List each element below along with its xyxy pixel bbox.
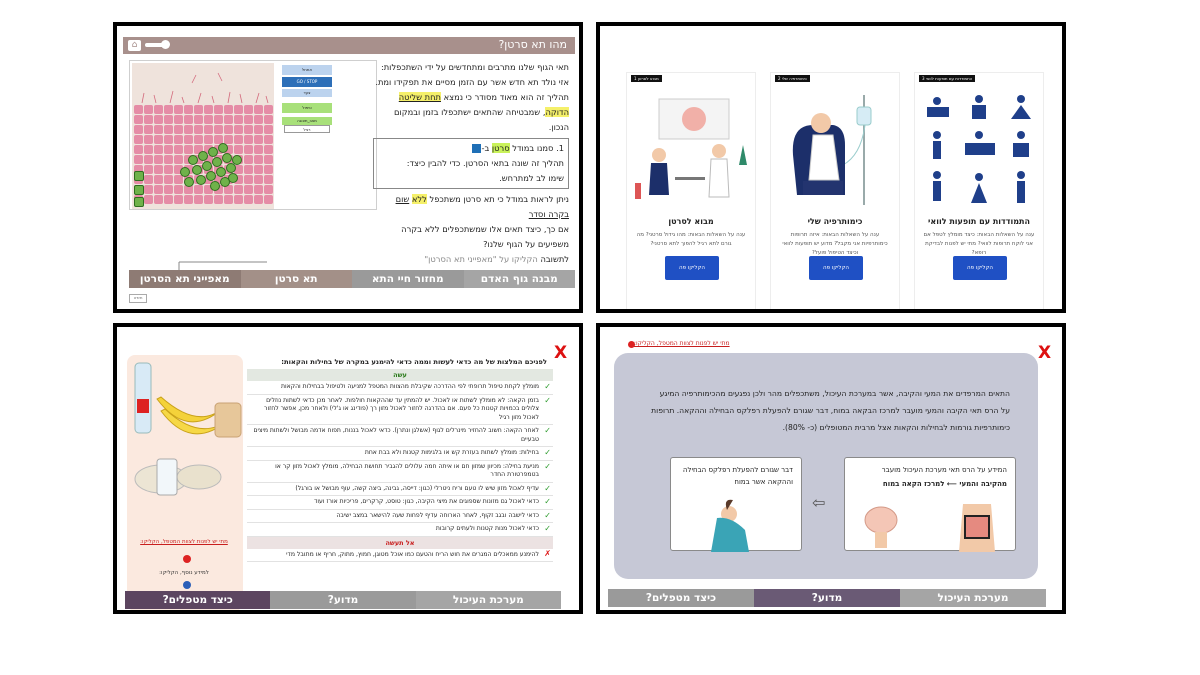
list-item: ✓ בחילות: מומלץ לשתות בעזרת קש או בלגימות קטנות ולא בבת אחת: [247, 447, 553, 461]
card-intro-to-cancer: [626, 72, 756, 313]
card-description: ענה על השאלות הבאות: איזה תרופות כימותרפיות אני מקבל? מדוע יש תופעות לוואי וכיצד הטיפול פועל?: [782, 232, 888, 256]
explanation-paragraph: התאים המרפדים את המעי והקיבה, אשר במערכת העיכול, משתכפלים מהר ולכן נפגעים מהכימותרפיה המיגע על הרס תאי הקיבה והמעי מועבר למרכז הבקאה במוח, דבר שגורם להפעלת רפלקס הבחילה וההקאה. תרופות כימותרפיות גורמות לבחילות והקאות אצל מרבית המטופלים (כ- 80%).: [651, 389, 1010, 432]
observation-text: ניתן לראות במודל כי תא סרטן משתכפל ללא שום בקרה וסדר: [395, 194, 569, 219]
card-open-button[interactable]: הקליקו פה: [809, 256, 863, 280]
treatment-tabs: [125, 591, 561, 609]
nauseous-person-illustration: [671, 458, 803, 552]
intro-paragraph-2: תהליך זה הוא מאוד מסודר כי נמצא תחת שליטה הדוקה, שמבטיחה שהתאים ישתכפלו בזמן ובמקום הנכון.: [393, 92, 569, 132]
tab-digestive-system[interactable]: מערכת העיכול: [900, 589, 1046, 607]
tab-how-treated[interactable]: כיצד מטפלים?: [125, 591, 270, 609]
answer-hint: לתשובה הקליקו על "מאפייני תא הסרטן": [424, 254, 569, 264]
display-mode-select[interactable]: רגיל: [284, 125, 330, 133]
title-bar: [123, 37, 575, 54]
tab-how-treated[interactable]: כיצד מטפלים?: [608, 589, 754, 607]
tips-heading: לפניכם המלצות של מה כדאי לעשות וממה כדאי להימנע במקרה של בחילות והקאות:: [281, 358, 547, 366]
step-button[interactable]: צעד: [282, 89, 332, 97]
task-line-3: שימו לב למתרחש.: [499, 173, 564, 183]
panel-module-cards: [596, 22, 1066, 313]
check-icon: ✓: [544, 448, 551, 457]
panel-nausea-tips: [113, 323, 583, 614]
lesson-tabs: [129, 270, 575, 288]
display-mode-label: מצב_תצוגה: [282, 117, 332, 125]
card-tag: מבוא לסרטן 1: [631, 75, 662, 82]
close-icon[interactable]: X: [1038, 343, 1052, 363]
flow-arrow-icon: ⇦: [812, 493, 826, 512]
cell-simulation[interactable]: [129, 60, 377, 210]
check-icon: ✓: [544, 524, 551, 533]
question-text: אם כך, כיצד תאים אלו שמשתכפלים ללא בקרה משפיעים על הגוף שלנו?: [401, 224, 569, 249]
chemo-patient-illustration: [773, 85, 898, 215]
tips-list: [247, 369, 553, 562]
check-icon: ✓: [544, 426, 551, 435]
card-title: כימותרפיה שלי: [807, 217, 863, 226]
card-title: התמודדות עם תופעות לוואי: [928, 217, 1030, 226]
do-section-title: עשה: [247, 369, 553, 381]
check-icon: ✓: [544, 510, 551, 520]
tab-cancer-cell-features[interactable]: מאפייני תא הסרטן: [129, 270, 241, 288]
list-item: ✓ כדאי לאכול גם מזונות שספוגים את מיצי הקיבה, כגון: טוסט, קרקרים, פריכיות אורז ועוד: [247, 496, 553, 510]
lesson-text: [373, 60, 569, 267]
treatment-tabs: [608, 589, 1046, 607]
intro-paragraph-1: תאי הגוף שלנו מתרבים ומתחדשים על ידי השתכפלות: אזי נולד תא חדש אשר עם הזמן מסיים את תפקידו ומת.: [375, 62, 569, 87]
card-tag: כימותרפיה שלי 2: [775, 75, 810, 82]
panel-nausea-why: [596, 323, 1066, 614]
task-instruction: 1. סמנו במודל סרטן ב-: [378, 141, 564, 156]
info-dot-icon[interactable]: [183, 581, 191, 589]
card-title: מבוא לסרטן: [668, 217, 714, 226]
dont-section-title: אל תעשה: [247, 537, 553, 549]
info-box-reflex-text: דבר שגורם להפעלת רפלקס הבחילה וההקאה אשר במוח: [682, 466, 793, 486]
info-box-digestive: [844, 457, 1016, 551]
contact-care-link[interactable]: מתי יש לפנות לצוות המטפל, הקליקו:: [634, 340, 730, 347]
food-illustration-panel: [127, 355, 243, 611]
list-item: ✓ כדאי לישבה ובגב זקוף, לאחר הארוחה עדיף לפחות שעה להישאר במצב ישיבה: [247, 510, 553, 524]
task-box: [373, 138, 569, 189]
list-item: ✓ בזמן הקאה: לא מומלץ לשתות או לאכול. יש להמתין עד שההקאות חולפות. לאחר מכן כדאי לשתות נוזלים צלולים בכמויות קטנות כל פעם. אם בהדרגה לחזור לאכול מזון רך (פודינג או ג'לי) ולאחר מכן, אפשר לחזור לאכול מזון רגיל: [247, 395, 553, 426]
contact-care-link[interactable]: מתי יש לפנות לצוות המטפל, הקליקו:: [140, 539, 228, 545]
card-tag: התמודדות עם תופעות לוואי 3: [919, 75, 975, 82]
list-item: ✓ מומלץ לקחת טיפול תרופתי לפי ההדרכה שקיבלת מהצוות המטפל למניעה ולטיפול בבחילות והקאות: [247, 381, 553, 395]
list-item: ✓ כדאי לאכול מנות קטנות ולעתים קרובות: [247, 523, 553, 537]
alert-dot-icon[interactable]: [183, 555, 191, 563]
list-item: ✓ עדיף לאכול מזון שיש לו טעם וריח ניטרלי (כגון: דייסה, גבינה, ביצה קשה, עוף מבושל או בורגל): [247, 483, 553, 497]
tab-why[interactable]: מדוע?: [754, 589, 900, 607]
close-icon[interactable]: X: [554, 343, 568, 363]
info-box-line-1: המידע על הרס תאי מערכת העיכול מועבר: [881, 466, 1007, 474]
task-line-2: תהליך זה שונה בתאי הסרטן. כדי להבין כיצד:: [406, 158, 564, 168]
home-icon[interactable]: ⌂: [128, 40, 141, 51]
check-icon: ✓: [544, 382, 551, 391]
blood-vessels-art: [132, 63, 274, 105]
card-my-chemotherapy: [770, 72, 900, 313]
check-icon: ✓: [544, 395, 551, 405]
doctor-consultation-illustration: [629, 85, 754, 215]
reset-button[interactable]: אתחל: [282, 65, 332, 75]
tab-cancer-cell[interactable]: תא סרטן: [241, 270, 353, 288]
card-description: ענה על השאלות הבאות: מהו גידול סרטני? מה גורם לתא רגיל להפוך לתא סרטני?: [636, 232, 746, 247]
tab-why[interactable]: מדוע?: [270, 591, 415, 609]
page-title: מהו תא סרטן?: [498, 38, 567, 51]
check-icon: ✓: [544, 483, 551, 493]
check-icon: ✓: [544, 461, 551, 471]
card-open-button[interactable]: הקליקו פה: [665, 256, 719, 280]
card-description: ענה על השאלות הבאות: כיצד מומלץ לטפל אם אני לוקח תרופות לוואי? מתי יש לפנות לבדיקת רופא?: [923, 232, 1035, 256]
list-item: ✓ מניעת בחילה: מכיוון שמזון חם או איתה חמה עלולים להגביר תחושת הבחילה, מומלץ לאכול מזון קר או בטמפרטורת החדר: [247, 461, 553, 483]
treatment-toggle[interactable]: טיפול: [282, 103, 332, 113]
bananas-water-crackers-art: [127, 359, 243, 509]
toggle-switch[interactable]: [145, 43, 167, 47]
info-box-reflex: [670, 457, 802, 551]
card-open-button[interactable]: הקליקו פה: [953, 256, 1007, 280]
tab-cell-life-cycle[interactable]: מחזור חיי התא: [352, 270, 464, 288]
side-effects-pictograms: [917, 85, 1042, 215]
card-side-effects: [914, 72, 1044, 313]
tab-digestive-system[interactable]: מערכת העיכול: [416, 591, 561, 609]
go-stop-button[interactable]: GO / STOP: [282, 77, 332, 87]
arrow-icon: ⟵: [944, 480, 957, 488]
info-box-line-2: מהקיבה והמעי ⟵ למרכז הקאה במוח: [882, 480, 1007, 488]
tab-body-structure[interactable]: מבנה גוף האדם: [464, 270, 576, 288]
more-info-label: למידע נוסף, הקליקו:: [159, 570, 209, 576]
cross-icon: ✗: [544, 548, 551, 558]
tissue-model: [132, 63, 274, 209]
list-item: ✓ לאחר הקאה: חשוב להחזיר מינרלים לגוף (אשלגן ונתרן). כדאי לאכול בננות, תפוח אדמה מבושל ולשתות מיצים טבעיים: [247, 425, 553, 447]
check-icon: ✓: [544, 497, 551, 506]
back-button[interactable]: חזרה: [129, 294, 147, 303]
list-item: ✗ להימנע ממאכלים המגרים את חוש הריח והטעם כמו אוכל מטוגן, חמוץ, מתוק, חריף או מתובל מדי: [247, 549, 553, 563]
panel-cancer-cell-lesson: [113, 22, 583, 313]
